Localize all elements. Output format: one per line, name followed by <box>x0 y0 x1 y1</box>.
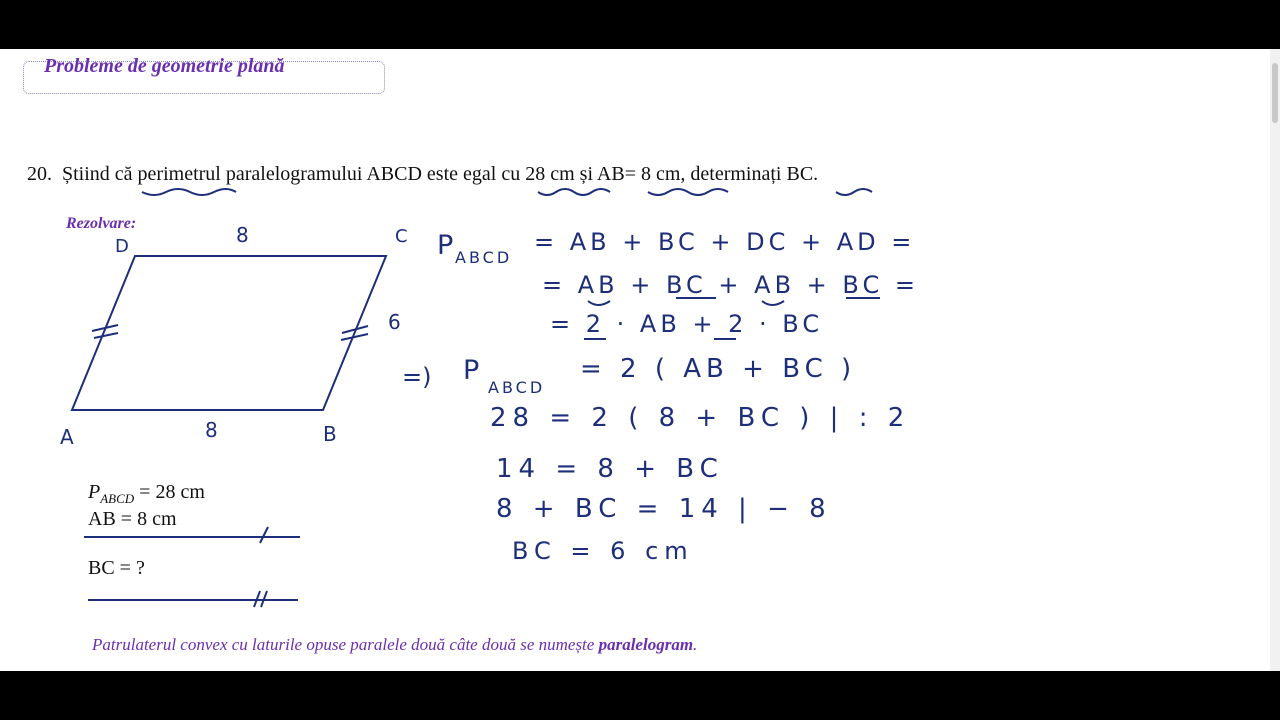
line4-sub: ABCD <box>488 378 546 397</box>
problem-text-7: , determinați <box>680 163 787 185</box>
vertex-c-label: C <box>395 226 408 247</box>
page-scrollbar[interactable] <box>1270 49 1280 671</box>
scrollbar-thumb[interactable] <box>1272 63 1278 123</box>
top-side-length: 8 <box>236 223 249 247</box>
right-side-length: 6 <box>388 310 401 334</box>
definition-text: Patrulaterul convex cu laturile opuse paralele două câte două se numește <box>92 635 599 654</box>
problem-number: 20. <box>27 163 52 185</box>
perimeter-value: = 28 cm <box>134 481 205 503</box>
problem-text-6: AB= 8 cm <box>596 163 681 185</box>
problem-text-3: paralelogramului ABCD este egal <box>220 163 502 185</box>
line4-rest: = 2 ( AB + BC ) <box>580 354 857 384</box>
line8: BC = 6 cm <box>512 537 694 565</box>
vertex-a-label: A <box>60 425 74 449</box>
problem-text-8: BC <box>786 163 814 185</box>
bottom-side-length: 8 <box>205 418 218 442</box>
document-page <box>0 49 1280 671</box>
line2: = AB + BC + AB + BC = <box>542 271 919 299</box>
vertex-d-label: D <box>115 236 129 257</box>
problem-text-2: perimetrul <box>137 163 221 185</box>
line1-rest: = AB + BC + DC + AD = <box>534 228 916 256</box>
equal-side-marks <box>92 325 368 340</box>
line5: 28 = 2 ( 8 + BC ) | : 2 <box>490 403 911 433</box>
perimeter-symbol: P <box>88 481 101 503</box>
parallelogram-shape <box>72 256 386 410</box>
given-underlines <box>84 527 300 607</box>
perimeter-subscript: ABCD <box>100 491 135 506</box>
line4-p: P <box>463 355 480 386</box>
solution-label: Rezolvare: <box>66 215 137 232</box>
problem-text-4: cu 28 cm <box>501 163 575 185</box>
line4-arrow: =) <box>402 363 432 391</box>
definition-term: paralelogram <box>598 635 694 654</box>
given-ab: AB = 8 cm <box>88 508 177 530</box>
line2-marks <box>588 298 880 305</box>
statement-underlines <box>142 189 872 195</box>
given-bc: BC = ? <box>88 557 145 579</box>
line6: 14 = 8 + BC <box>496 454 724 484</box>
problem-text-1: Știind că <box>62 163 138 185</box>
page-title: Probleme de geometrie plană <box>44 55 285 77</box>
line7: 8 + BC = 14 | − 8 <box>496 494 832 524</box>
vertex-b-label: B <box>323 422 337 446</box>
handwritten-solution <box>402 228 919 565</box>
line1-sub: ABCD <box>455 248 513 267</box>
problem-text-9: . <box>813 163 819 185</box>
line1-p: P <box>437 230 454 261</box>
problem-text-5: și <box>574 163 597 185</box>
definition-end: . <box>693 635 698 654</box>
line3: = 2 · AB + 2 · BC <box>550 310 824 338</box>
handwriting-layer <box>0 49 1270 671</box>
